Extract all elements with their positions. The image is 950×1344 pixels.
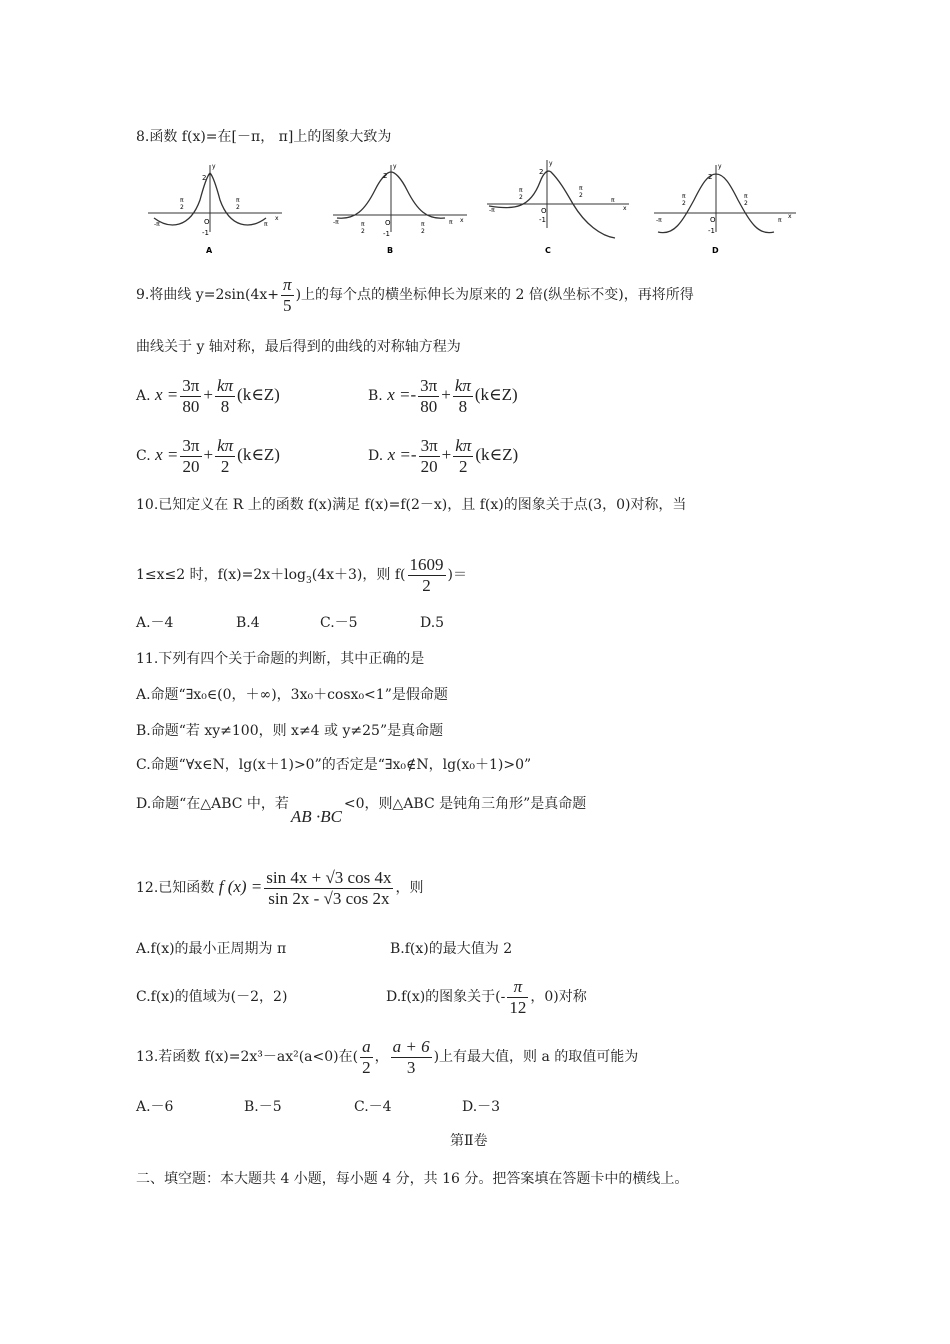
svg-text:O: O [204,218,210,226]
q10-stem-cont: 1≤x≤2 时，$f(x)=2x+\log_3(4x+3)$，则 f( $\frac{1609}{2}$ )＝ [136,554,467,595]
q10-option-b: B.4 [236,615,260,631]
graph-c-label: C [545,246,551,255]
svg-text:O: O [710,216,716,224]
section-instruction: 二、填空题：本大题共 4 小题，每小题 4 分，共 16 分。把答案填在答题卡中的横线上。 [136,1171,689,1187]
svg-text:π: π [421,221,425,228]
vector-product: AB ·BC [290,807,342,826]
svg-text:2: 2 [202,174,207,182]
graph-b-label: B [387,246,394,255]
svg-text:2: 2 [361,228,365,235]
svg-text:-π: -π [656,217,662,224]
svg-text:-1: -1 [708,227,715,235]
graph-d [654,163,796,255]
graph-a-label: A [206,246,213,255]
graph-a [148,163,282,255]
graph-c [487,160,629,255]
q9-option-c: C. x = $\frac{3\pi}{20}$ + $\frac{k\pi}{2}$ (k∈Z) [136,435,280,476]
svg-text:-π: -π [333,219,339,226]
q10-option-d: D.5 [420,615,445,631]
svg-text:2: 2 [236,204,240,211]
svg-text:π: π [778,217,782,224]
q12-option-c: C.f(x)的值域为(－2，2) [136,989,288,1005]
svg-text:y: y [549,160,553,167]
section-title: 第Ⅱ卷 [450,1133,488,1149]
svg-text:π: π [449,219,453,226]
svg-text:2: 2 [682,200,686,207]
svg-text:2: 2 [180,204,184,211]
svg-text:-1: -1 [383,230,390,238]
svg-text:2: 2 [383,172,388,180]
svg-text:π: π [264,221,268,228]
q11-option-b: B.命题“若 xy≠100，则 x≠4 或 y≠25”是真命题 [136,723,444,739]
svg-text:π: π [744,193,748,200]
svg-text:π: π [180,197,184,204]
q9-option-b: B. x =- $\frac{3\pi}{80}$ + $\frac{k\pi}{8}$ (k∈Z) [368,375,518,416]
svg-text:π: π [611,197,615,204]
svg-text:π: π [519,187,523,194]
svg-text:π: π [579,185,583,192]
q12-option-b: B.f(x)的最大值为 2 [390,941,513,957]
svg-text:x: x [623,205,627,212]
q12-stem: 12.已知函数 f (x) = $\frac{\sin 4x + √3 \cos 4x}{\sin 2x - √3 \cos 2x}$ ，则 [136,867,424,908]
q12-option-a: A.f(x)的最小正周期为 π [136,941,287,957]
svg-text:2: 2 [744,200,748,207]
q9-stem: 9.将曲线 y=2sin(4x+ $\frac{\pi}{5}$ )上的每个点的横坐标伸长为原来的 2 倍(纵坐标不变)，再将所得 [136,274,694,315]
q9-option-d: D. x =- $\frac{3\pi}{20}$ + $\frac{k\pi}{2}$ (k∈Z) [368,435,519,476]
svg-text:y: y [212,163,216,170]
q10-option-c: C.－5 [320,615,358,631]
q13-option-c: C.－4 [354,1099,392,1115]
svg-text:π: π [682,193,686,200]
q10-option-a: A.－4 [136,615,174,631]
q11-option-a: A.命题“∃x₀∈(0，＋∞)，3x₀＋cosx₀<1”是假命题 [136,687,448,703]
q11-option-d: D.命题“在△ABC 中，若AB ·BC<0，则△ABC 是钝角三角形”是真命题 [136,796,587,826]
svg-text:-1: -1 [202,229,209,237]
svg-text:π: π [236,197,240,204]
q9-option-a: A. x = $\frac{3\pi}{80}$ + $\frac{k\pi}{8}$ (k∈Z) [136,375,280,416]
q13-option-a: A.－6 [136,1099,174,1115]
q12-option-d: D.f(x)的图象关于(- $\frac{\pi}{12}$ ，0)对称 [386,976,587,1017]
graph-d-label: D [712,246,719,255]
svg-text:x: x [275,215,279,222]
svg-text:2: 2 [579,192,583,199]
q11-stem: 11.下列有四个关于命题的判断，其中正确的是 [136,651,425,667]
q10-stem: 10.已知定义在 R 上的函数 f(x)满足 f(x)=f(2－x)，且 f(x)的图象关于点(3，0)对称，当 [136,497,687,513]
svg-text:2: 2 [421,228,425,235]
svg-text:y: y [393,163,397,170]
svg-text:y: y [718,163,722,170]
q13-stem: 13.若函数 f(x)=2x³－ax²(a<0)在( $\frac{a}{2}$ ， $\frac{a + 6}{3}$ )上有最大值，则 a 的取值可能为 [136,1036,639,1077]
svg-text:-π: -π [489,207,495,214]
svg-text:-1: -1 [539,216,546,224]
svg-text:O: O [541,207,547,215]
q11-option-c: C.命题“∀x∈N，lg(x＋1)>0”的否定是“∃x₀∉N，lg(x₀＋1)>0” [136,757,532,773]
svg-text:2: 2 [708,173,713,181]
q13-option-b: B.－5 [244,1099,282,1115]
q8-stem: 8.函数 f(x)=在[－π， π]上的图象大致为 [136,129,392,145]
svg-text:2: 2 [519,194,523,201]
graph-b [333,163,467,255]
svg-text:O: O [385,219,391,227]
svg-text:2: 2 [539,168,544,176]
q9-stem-cont: 曲线关于 y 轴对称，最后得到的曲线的对称轴方程为 [136,339,461,355]
svg-text:x: x [460,217,464,224]
q13-option-d: D.－3 [462,1099,501,1115]
svg-text:π: π [361,221,365,228]
svg-text:x: x [788,213,792,220]
svg-text:-π: -π [154,221,160,228]
q8-graphs [140,160,800,260]
